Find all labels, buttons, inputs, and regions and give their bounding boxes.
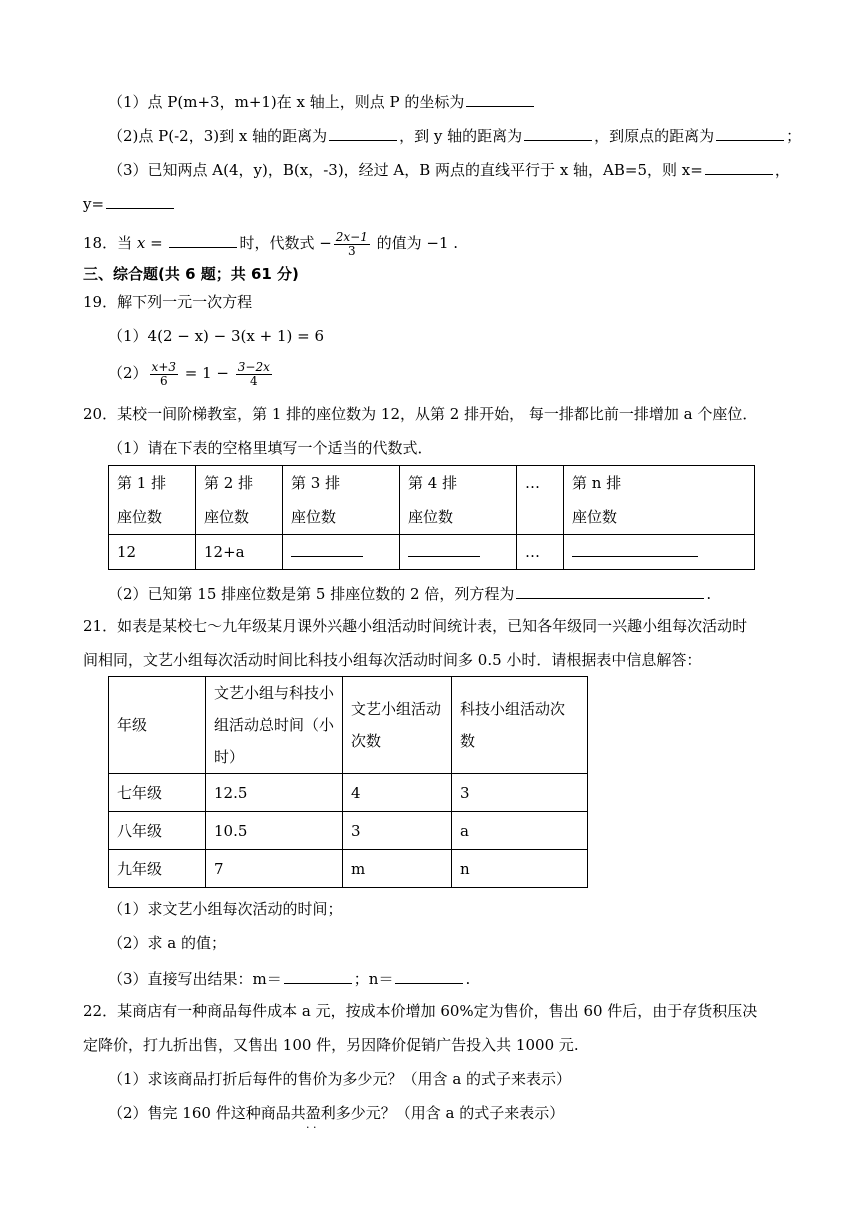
table-cell: …	[517, 466, 564, 535]
q19-equation-1: （1）4(2 − x) − 3(x + 1) = 6	[108, 327, 325, 345]
table-cell: n	[452, 850, 588, 888]
q22-line1: 22．某商店有一种商品每件成本 a 元，按成本价增加 60%定为售价，售出 60 件后，由于存货积压决	[83, 1002, 758, 1020]
q22-part1: （1）求该商品打折后每件的售价为多少元？（用含 a 的式子来表示）	[108, 1070, 572, 1088]
q21-line1: 21．如表是某校七～九年级某月课外兴趣小组活动时间统计表，已知各年级同一兴趣小组每次活动时	[83, 617, 748, 635]
table-cell: m	[343, 850, 452, 888]
table-cell[interactable]	[564, 535, 755, 570]
q18: 18．当 x = 时，代数式 − $\frac{2x-1}{3}$ 的值为 −1 .	[83, 229, 459, 258]
section-heading: 三、综合题(共 6 题；共 61 分)	[83, 265, 299, 283]
answer-blank[interactable]	[106, 192, 174, 209]
table-cell: 第 1 排 座位数	[109, 466, 196, 535]
q22-part2: （2）售完 160 件这种商品共盈利多少元？（用含 a 的式子来表示）	[108, 1104, 565, 1122]
q19-title: 19．解下列一元一次方程	[83, 293, 253, 311]
seat-table	[108, 465, 755, 570]
q20-title: 20．某校一间阶梯教室，第 1 排的座位数为 12，从第 2 排开始， 每一排都比前一排增加 a 个座位．	[83, 405, 758, 423]
fraction: $\frac{2x-1}{3}$	[335, 229, 368, 258]
answer-blank[interactable]	[716, 124, 784, 141]
table-cell: 第 2 排 座位数	[196, 466, 283, 535]
table-cell: 第 n 排 座位数	[564, 466, 755, 535]
table-cell: 年级	[109, 677, 206, 774]
table-cell: 12	[109, 535, 196, 570]
q21-part2: （2）求 a 的值；	[108, 934, 227, 952]
table-cell: 九年级	[109, 850, 206, 888]
answer-blank[interactable]	[524, 124, 592, 141]
q22-line2: 定降价，打九折出售，又售出 100 件，另因降价促销广告投入共 1000 元.	[83, 1036, 579, 1054]
table-header-row	[109, 677, 588, 774]
activity-table	[108, 676, 588, 888]
answer-blank[interactable]	[395, 967, 463, 984]
q21-part1: （1）求文艺小组每次活动的时间；	[108, 900, 343, 918]
answer-blank[interactable]	[572, 542, 698, 557]
table-cell: 科技小组活动次 数	[452, 677, 588, 774]
answer-blank[interactable]	[705, 158, 773, 175]
table-cell[interactable]	[400, 535, 517, 570]
table-cell: a	[452, 812, 588, 850]
table-row	[109, 535, 755, 570]
q19-equation-2: （2） $\frac{x+3}{6}$ = 1 − $\frac{3-2x}{4}$	[108, 359, 270, 388]
footer-dots: · ·	[306, 1121, 317, 1134]
table-cell: 12.5	[206, 774, 343, 812]
table-cell: 12+a	[196, 535, 283, 570]
fraction: $\frac{3-2x}{4}$	[237, 359, 270, 388]
table-row	[109, 850, 588, 888]
table-cell: 八年级	[109, 812, 206, 850]
table-cell: 文艺小组与科技小 组活动总时间（小 时）	[206, 677, 343, 774]
answer-blank[interactable]	[169, 231, 237, 248]
table-cell: 3	[452, 774, 588, 812]
answer-blank[interactable]	[284, 967, 352, 984]
q20-part1: （1）请在下表的空格里填写一个适当的代数式．	[108, 439, 433, 457]
table-cell: 7	[206, 850, 343, 888]
table-cell: 10.5	[206, 812, 343, 850]
q17-part2: （2)点 P(-2，3)到 x 轴的距离为 ，到 y 轴的距离为 ，到原点的距离为 ；	[108, 124, 801, 146]
table-cell: 4	[343, 774, 452, 812]
table-row	[109, 812, 588, 850]
q17-part3: （3）已知两点 A(4，y)，B(x，-3)，经过 A，B 两点的直线平行于 x 轴，AB=5，则 x= ，	[108, 158, 790, 180]
answer-blank[interactable]	[291, 542, 363, 557]
table-cell: 第 3 排 座位数	[283, 466, 400, 535]
answer-blank[interactable]	[329, 124, 397, 141]
answer-blank[interactable]	[408, 542, 480, 557]
answer-blank[interactable]	[516, 582, 704, 599]
answer-blank[interactable]	[466, 90, 534, 107]
table-cell: 3	[343, 812, 452, 850]
table-cell: 七年级	[109, 774, 206, 812]
q17-part1: （1）点 P(m+3，m+1)在 x 轴上，则点 P 的坐标为	[108, 90, 536, 112]
table-cell: 第 4 排 座位数	[400, 466, 517, 535]
fraction: $\frac{x+3}{6}$	[151, 359, 177, 388]
q17-part3-cont: y=	[83, 192, 176, 214]
table-header-row	[109, 466, 755, 535]
q21-line2: 间相同，文艺小组每次活动时间比科技小组每次活动时间多 0.5 小时．请根据表中信息解答：	[83, 651, 702, 669]
q20-part2: （2）已知第 15 排座位数是第 5 排座位数的 2 倍，列方程为 .	[108, 582, 711, 604]
table-cell[interactable]	[283, 535, 400, 570]
table-cell: 文艺小组活动 次数	[343, 677, 452, 774]
table-row	[109, 774, 588, 812]
table-cell: …	[517, 535, 564, 570]
q21-part3: （3）直接写出结果：m＝ ；n＝ .	[108, 967, 470, 989]
